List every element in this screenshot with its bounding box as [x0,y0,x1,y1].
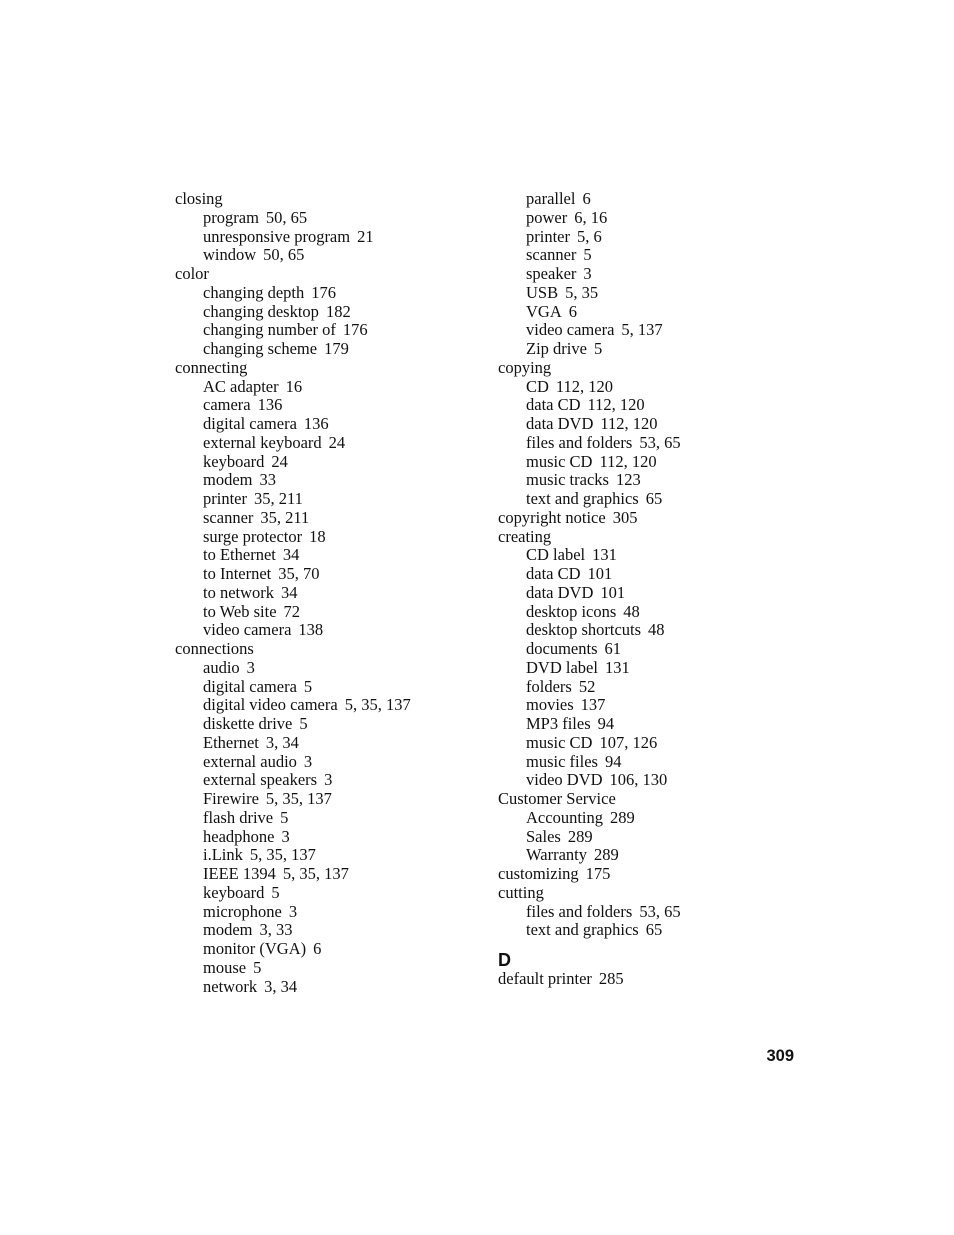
index-page-refs: 52 [578,676,596,696]
index-subentry [498,284,798,303]
index-subentry [175,565,475,584]
page-number: 309 [766,1047,794,1065]
index-page-refs: 136 [257,395,283,415]
index-term: video camera [203,620,292,640]
index-subentry [498,190,798,209]
index-page-refs: 5 [280,807,289,827]
index-subentry [175,734,475,753]
index-page-refs: 94 [597,714,615,733]
index-page-refs: 5 [253,957,262,977]
index-page-refs: 289 [567,826,593,846]
index-term: customizing [498,864,579,883]
index-column-left [175,190,475,996]
index-page-refs: 50, 65 [265,207,308,227]
index-term: copyright notice [498,507,606,527]
index-page-refs: 6, 16 [574,207,608,227]
index-page-refs: 34 [281,582,298,602]
index-subentry [175,584,475,603]
index-subentry [175,828,475,847]
index-term: to network [203,582,275,602]
index-subentry [498,659,798,678]
index-term: files and folders [526,432,633,452]
index-term: connections [175,639,254,658]
index-subentry [175,340,475,359]
index-page-refs: 5, 6 [576,226,602,246]
index-subentry [175,434,475,453]
index-subentry [498,228,798,247]
index-subentry [175,603,475,622]
index-entry [498,865,798,884]
index-page-refs: 137 [580,695,606,715]
index-page-refs: 131 [592,545,617,565]
index-term: parallel [526,189,576,208]
index-page-refs: 289 [593,845,619,865]
index-entry [175,640,475,659]
index-entry [498,359,798,378]
index-subentry [498,846,798,865]
index-term: keyboard [203,882,265,902]
index-page-refs: 112, 120 [587,395,645,415]
index-page-refs: 107, 126 [599,732,658,752]
index-page-refs: 305 [612,507,638,527]
index-subentry [175,284,475,303]
index-term: external speakers [203,770,318,790]
index-entry [175,359,475,378]
index-subentry [498,471,798,490]
index-term: text and graphics [526,489,639,508]
index-term: default printer [498,969,592,988]
index-subentry [175,396,475,415]
index-page-refs: 24 [271,451,288,471]
index-term: digital camera [203,676,297,696]
index-page-refs: 6 [568,301,577,321]
index-term: network [203,976,258,996]
index-term: audio [203,657,240,677]
index-page-refs: 21 [357,226,374,246]
index-page-refs: 3 [246,657,255,677]
index-page-refs: 5, 35, 137 [265,789,332,808]
index-subentry [175,471,475,490]
index-page-refs: 3 [583,264,592,283]
index-subentry [175,959,475,978]
index-term: AC adapter [203,376,279,396]
index-page-refs: 94 [604,751,622,771]
index-subentry [175,228,475,247]
index-term: microphone [203,901,282,921]
index-page-refs: 33 [259,470,276,490]
index-page-refs: 3, 33 [259,920,293,940]
index-page-refs: 5, 137 [621,320,663,340]
index-page-refs: 101 [600,582,626,602]
index-term: to Web site [203,601,277,621]
index-term: desktop shortcuts [526,620,642,640]
index-term: digital video camera [203,695,338,715]
index-term: headphone [203,826,275,846]
index-page-refs: 5, 35, 137 [282,864,349,883]
index-subentry [175,903,475,922]
index-subentry [498,453,798,472]
index-subentry [498,903,798,922]
index-page-refs: 5 [271,882,280,902]
index-subentry [175,771,475,790]
index-entry [498,970,798,989]
index-subentry [498,603,798,622]
index-subentry [498,678,798,697]
index-term: documents [526,639,598,658]
index-subentry [175,790,475,809]
index-page-refs: 101 [587,564,613,583]
index-term: i.Link [203,845,243,865]
index-page-refs: 16 [285,376,303,396]
index-subentry [498,828,798,847]
index-subentry [175,528,475,547]
index-term: to Ethernet [203,545,276,565]
index-subentry [175,753,475,772]
index-page-refs: 131 [604,657,630,677]
index-term: data DVD [526,582,594,602]
index-term: keyboard [203,451,265,471]
index-term: Sales [526,826,561,846]
index-subentry [498,640,798,659]
index-page-refs: 182 [325,301,351,321]
index-subentry [175,884,475,903]
index-term: color [175,264,209,283]
index-subentry [498,565,798,584]
index-term: Warranty [526,845,587,865]
index-entry [498,790,798,809]
index-term: power [526,207,568,227]
index-subentry [498,396,798,415]
index-page-refs: 5 [303,676,313,696]
index-term: unresponsive program [203,226,351,246]
index-term: modem [203,920,253,940]
index-term: Accounting [526,807,603,827]
index-page-refs: 6 [313,939,322,958]
index-term: modem [203,470,253,490]
index-term: MP3 files [526,714,591,733]
index-page-refs: 48 [648,620,665,640]
index-page-refs: 5, 35 [565,282,599,302]
index-term: camera [203,395,251,415]
index-page-refs: 35, 211 [260,507,310,527]
index-page-refs: 53, 65 [639,432,681,452]
index-page-refs: 6 [582,189,591,208]
index-subentry [175,921,475,940]
index-term: music CD [526,451,593,471]
index-term: folders [526,676,572,696]
index-page-refs: 3, 34 [264,976,298,996]
index-page-refs: 112, 120 [555,376,614,396]
index-term: CD [526,376,549,396]
index-page-refs: 176 [311,282,337,302]
index-subentry [175,715,475,734]
index-subentry [498,321,798,340]
index-term: printer [526,226,570,246]
index-page-refs: 61 [604,639,621,658]
index-term: diskette drive [203,714,293,733]
index-term: VGA [526,301,562,321]
index-page-refs: 5, 35, 137 [249,845,316,865]
index-term: video DVD [526,770,603,790]
index-subentry [175,696,475,715]
index-page-refs: 289 [609,807,635,827]
index-term: DVD label [526,657,598,677]
index-page-refs: 3 [281,826,290,846]
index-column-right [498,190,798,989]
index-page-refs: 179 [324,339,349,358]
index-subentry [175,415,475,434]
index-subentry [175,509,475,528]
index-term: changing scheme [203,339,318,358]
index-subentry [498,490,798,509]
index-subentry [498,715,798,734]
index-term: changing depth [203,282,305,302]
index-page-refs: 35, 211 [253,489,303,508]
index-subentry [175,378,475,397]
index-page-refs: 34 [282,545,300,565]
index-page-refs: 50, 65 [263,245,305,265]
index-page-refs: 5 [583,245,592,265]
index-page-refs: 65 [645,489,663,508]
index-entry [175,265,475,284]
index-page-refs: 136 [303,414,329,433]
index-page-refs: 3 [303,751,313,771]
index-term: data CD [526,564,581,583]
index-page-refs: 72 [283,601,301,621]
index-subentry [498,265,798,284]
index-subentry [175,809,475,828]
index-term: surge protector [203,526,303,546]
index-page-refs: 112, 120 [600,414,658,433]
index-subentry [498,621,798,640]
index-term: copying [498,357,552,377]
index-term: data CD [526,395,581,415]
index-term: window [203,245,257,265]
index-subentry [175,978,475,997]
index-subentry [498,696,798,715]
index-page-refs: 48 [623,601,640,621]
index-entry [175,190,475,209]
index-term: CD label [526,545,586,565]
index-term: IEEE 1394 [203,864,276,883]
index-term: closing [175,189,223,208]
index-term: monitor (VGA) [203,939,307,958]
index-subentry [498,340,798,359]
index-subentry [175,621,475,640]
index-subentry [498,415,798,434]
index-page-refs: 176 [342,320,368,340]
index-page-refs: 123 [615,470,641,490]
index-page-refs: 175 [585,864,611,883]
index-subentry [175,321,475,340]
index-term: music tracks [526,470,609,490]
index-entry [498,509,798,528]
index-term: mouse [203,957,247,977]
index-subentry [175,940,475,959]
index-term: files and folders [526,901,633,921]
index-subentry [498,246,798,265]
index-page-refs: 18 [309,526,326,546]
index-term: external keyboard [203,432,322,452]
index-subentry [175,865,475,884]
index-term: changing number of [203,320,336,340]
index-term: external audio [203,751,297,771]
letter-heading: D [498,950,511,970]
index-subentry [498,378,798,397]
index-subentry [498,921,798,940]
index-subentry [175,246,475,265]
index-subentry [175,303,475,322]
index-term: USB [526,282,559,302]
index-term: connecting [175,357,248,377]
index-subentry [175,453,475,472]
index-term: desktop icons [526,601,617,621]
index-subentry [175,678,475,697]
index-subentry [498,434,798,453]
index-term: creating [498,526,552,546]
index-term: Customer Service [498,789,616,808]
index-page-refs: 5 [299,714,308,733]
index-page-refs: 285 [598,969,624,988]
index-subentry [498,809,798,828]
index-page-refs: 3 [288,901,298,921]
index-term: printer [203,489,247,508]
index-subentry [175,546,475,565]
index-subentry [175,490,475,509]
index-page-refs: 24 [328,432,346,452]
index-term: Ethernet [203,732,259,752]
index-subentry [498,546,798,565]
index-subentry [498,209,798,228]
index-entry [498,884,798,903]
index-term: flash drive [203,807,274,827]
index-term: Firewire [203,789,259,808]
index-term: Zip drive [526,339,587,358]
index-term: music files [526,751,598,771]
index-term: program [203,207,259,227]
index-term: scanner [526,245,577,265]
index-term: music CD [526,732,593,752]
index-entry [498,528,798,547]
index-subentry [498,734,798,753]
index-page-refs: 106, 130 [609,770,668,790]
index-page-refs: 65 [645,920,663,940]
index-term: data DVD [526,414,594,433]
index-term: changing desktop [203,301,319,321]
index-term: cutting [498,882,544,902]
index-term: speaker [526,264,577,283]
index-page-refs: 112, 120 [599,451,657,471]
index-term: movies [526,695,574,715]
index-term: text and graphics [526,920,639,940]
index-page-refs: 35, 70 [278,564,320,583]
index-page-refs: 3 [324,770,333,790]
index-page-refs: 53, 65 [639,901,681,921]
index-term: scanner [203,507,254,527]
index-page-refs: 5 [593,339,603,358]
index-subentry [498,753,798,772]
index-subentry [498,771,798,790]
index-term: video camera [526,320,615,340]
index-page-refs: 138 [298,620,324,640]
index-page-refs: 3, 34 [265,732,299,752]
index-subentry [175,846,475,865]
index-subentry [498,303,798,322]
index-term: digital camera [203,414,297,433]
index-page-refs: 5, 35, 137 [344,695,411,715]
index-subentry [175,659,475,678]
index-subentry [175,209,475,228]
index-subentry [498,584,798,603]
index-term: to Internet [203,564,272,583]
